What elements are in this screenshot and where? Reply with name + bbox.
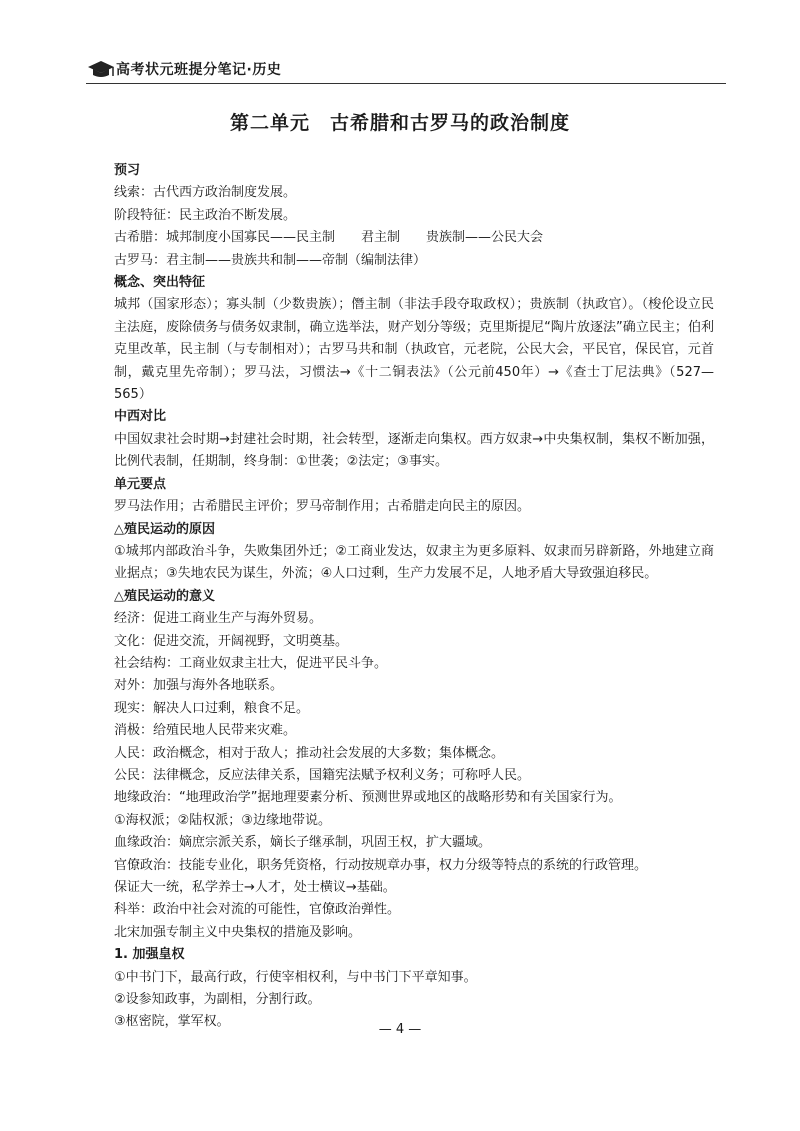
section-heading: △殖民运动的原因 <box>114 521 215 537</box>
text-line: ②设参知政事，为副相，分割行政。 <box>114 992 321 1008</box>
text-line: 阶段特征：民主政治不断发展。 <box>114 207 297 223</box>
section-heading: 预习 <box>114 163 141 178</box>
text-line: 人民：政治概念，相对于敌人；推动社会发展的大多数；集体概念。 <box>114 745 505 761</box>
header-rule <box>86 83 726 84</box>
text-line: 科举：政治中社会对流的可能性，官僚政治弹性。 <box>114 902 401 918</box>
text-paragraph: ①城邦内部政治斗争，失败集团外迁；②工商业发达，奴隶主为更多原料、奴隶而另辟新路，外地建立商业据点；③失地农民为谋生，外流；④人口过剩，生产力发展不足，人地矛盾大导致强迫移民。 <box>114 543 714 582</box>
text-line: 经济：促进工商业生产与海外贸易。 <box>114 611 323 627</box>
text-line: 北宋加强专制主义中央集权的措施及影响。 <box>114 924 362 940</box>
section-heading: △殖民运动的意义 <box>114 588 215 604</box>
text-line: 消极：给殖民地人民带来灾难。 <box>114 723 297 739</box>
text-line: 线索：古代西方政治制度发展。 <box>114 185 297 201</box>
text-line: 对外：加强与海外各地联系。 <box>114 678 284 694</box>
page-header <box>86 56 726 84</box>
section-heading: 概念、突出特征 <box>114 275 206 291</box>
text-line: 保证大一统，私学养士→人才，处士横议→基础。 <box>114 880 396 895</box>
text-line: 官僚政治：技能专业化，职务凭资格，行动按规章办事，权力分级等特点的系统的行政管理。 <box>114 857 648 873</box>
text-line: 公民：法律概念，反应法律关系，国籍宪法赋予权利义务；可称呼人民。 <box>114 767 531 783</box>
text-line: ①海权派；②陆权派；③边缘地带说。 <box>114 812 331 828</box>
text-line: 社会结构：工商业奴隶主壮大，促进平民斗争。 <box>114 655 388 671</box>
text-line: 古罗马：君主制——贵族共和制——帝制（编制法律） <box>114 252 427 268</box>
text-line: ①中书门下，最高行政，行使宰相权利，与中书门下平章知事。 <box>114 969 477 985</box>
text-paragraph: 城邦（国家形态）；寡头制（少数贵族）；僭主制（非法手段夺取政权）；贵族制（执政官）。（梭伦设立民主法庭，废除债务与债务奴隶制，确立选举法，财产划分等级；克里斯提尼“陶片放逐法”确立民主；伯利克里改革，民主制（与专制相对）；古罗马共和制（执政官，元老院，公民大会，平民官，保民官，元首制，戴克里先帝制）；罗马法，习惯法→《十二铜表法》（公元前450年）→《查士丁尼法典》（527—565） <box>114 297 714 403</box>
section-heading: 1. 加强皇权 <box>114 947 185 963</box>
graduation-cap-icon <box>86 58 116 80</box>
page-number: — 4 — <box>378 1022 422 1037</box>
section-heading: 单元要点 <box>114 476 167 492</box>
text-line: 地缘政治：“地理政治学”据地理要素分析、预测世界或地区的战略形势和有关国家行为。 <box>114 790 622 806</box>
text-paragraph: 中国奴隶社会时期→封建社会时期，社会转型，逐渐走向集权。西方奴隶→中央集权制，集权不断加强，比例代表制，任期制，终身制：①世袭；②法定；③事实。 <box>114 431 714 470</box>
text-line: 文化：促进交流，开阔视野，文明奠基。 <box>114 633 349 649</box>
section-heading: 中西对比 <box>114 409 167 425</box>
text-line: ③枢密院，掌军权。 <box>114 1014 230 1030</box>
text-line: 古希腊：城邦制度小国寡民——民主制 君主制 贵族制——公民大会 <box>114 230 544 246</box>
text-line: 罗马法作用；古希腊民主评价；罗马帝制作用；古希腊走向民主的原因。 <box>114 499 531 515</box>
text-line: 现实：解决人口过剩，粮食不足。 <box>114 700 310 716</box>
unit-title: 第二单元 古希腊和古罗马的政治制度 <box>229 112 570 134</box>
header-title: 高考状元班提分笔记·历史 <box>116 62 282 78</box>
notes-body <box>114 160 714 1034</box>
text-line: 血缘政治：嫡庶宗派关系，嫡长子继承制，巩固王权，扩大疆域。 <box>114 835 492 851</box>
